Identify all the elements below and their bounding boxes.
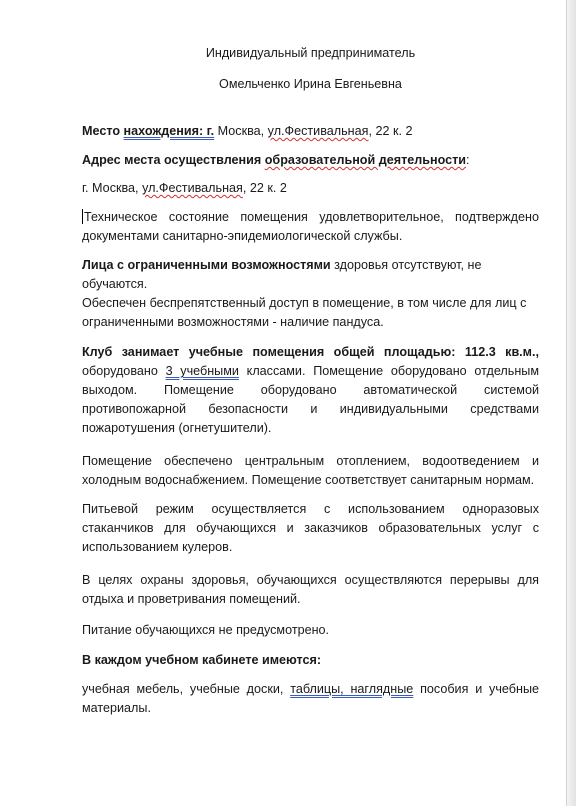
edu-address-colon: : (466, 153, 470, 167)
cabinet-heading (82, 651, 539, 670)
cabinet-text-b: таблицы, наглядные (290, 682, 414, 696)
header-line-2: Омельченко Ирина Евгеньевна (219, 77, 402, 91)
edu-address-label-a: Адрес места осуществления (82, 153, 265, 167)
cabinet-paragraph (82, 680, 539, 718)
edu-address-label (82, 151, 539, 170)
club-classes: 3 учебными (165, 364, 239, 378)
edu-address-label-b: образовательной деятельности (264, 153, 467, 167)
location-city: Москва, (214, 124, 268, 138)
heating-paragraph: Помещение обеспечено центральным отоплением, водоотведением и холодным водоснабжением. Помещение соответствует санитарным нормам. (82, 454, 539, 487)
edu-address-house: , 22 к. 2 (242, 181, 287, 195)
club-text-b: классами. Помещение оборудовано отдельным выходом. Помещение оборудовано автоматической системой противопожарной безопасности и индивидуальными средствами пожаротушения (огнетушители). (82, 364, 540, 435)
access-paragraph: Обеспечен беспрепятственный доступ в помещение, в том числе для лиц с ограниченными возможностями - наличие пандуса. (82, 296, 527, 329)
health-paragraph: В целях охраны здоровья, обучающихся осуществляются перерывы для отдыха и проветривания помещений. (82, 573, 539, 606)
cabinet-text-c: пособия и учебные материалы. (82, 682, 540, 715)
drinking-paragraph: Питьевой режим осуществляется с использованием одноразовых стаканчиков для обучающихся и заказчиков образовательных услуг с использованием кулеров. (82, 502, 539, 554)
food-paragraph: Питание обучающихся не предусмотрено. (82, 623, 330, 637)
tech-state-text: Техническое состояние помещения удовлетворительное, подтверждено документами санитарно-эпидемиологической службы. (82, 210, 539, 243)
disability-rest: здоровья отсутствуют, не обучаются. (82, 258, 482, 291)
club-bold: Клуб занимает учебные помещения общей площадью: 112.3 кв.м., (82, 345, 539, 359)
location-label-a: Место (82, 124, 124, 138)
edu-address-street: ул.Фестивальная (142, 181, 243, 195)
edu-address-value (82, 179, 539, 198)
text-cursor (82, 209, 83, 224)
location-paragraph (82, 122, 539, 141)
location-house: , 22 к. 2 (368, 124, 413, 138)
disability-paragraph (82, 256, 539, 294)
disability-bold: Лица с ограниченными возможностями (82, 258, 331, 272)
page-edge (566, 0, 576, 806)
cabinet-heading-text: В каждом учебном кабинете имеются: (82, 653, 322, 667)
header-line-1: Индивидуальный предприниматель (205, 46, 416, 60)
cabinet-text-a: учебная мебель, учебные доски, (82, 682, 291, 696)
club-text-a: оборудовано (82, 364, 166, 378)
location-label-b: нахождения: г. (123, 124, 215, 138)
location-street: ул.Фестивальная (267, 124, 369, 138)
tech-state-paragraph (82, 208, 539, 246)
edu-address-city: г. Москва, (82, 181, 143, 195)
club-paragraph (82, 343, 539, 438)
